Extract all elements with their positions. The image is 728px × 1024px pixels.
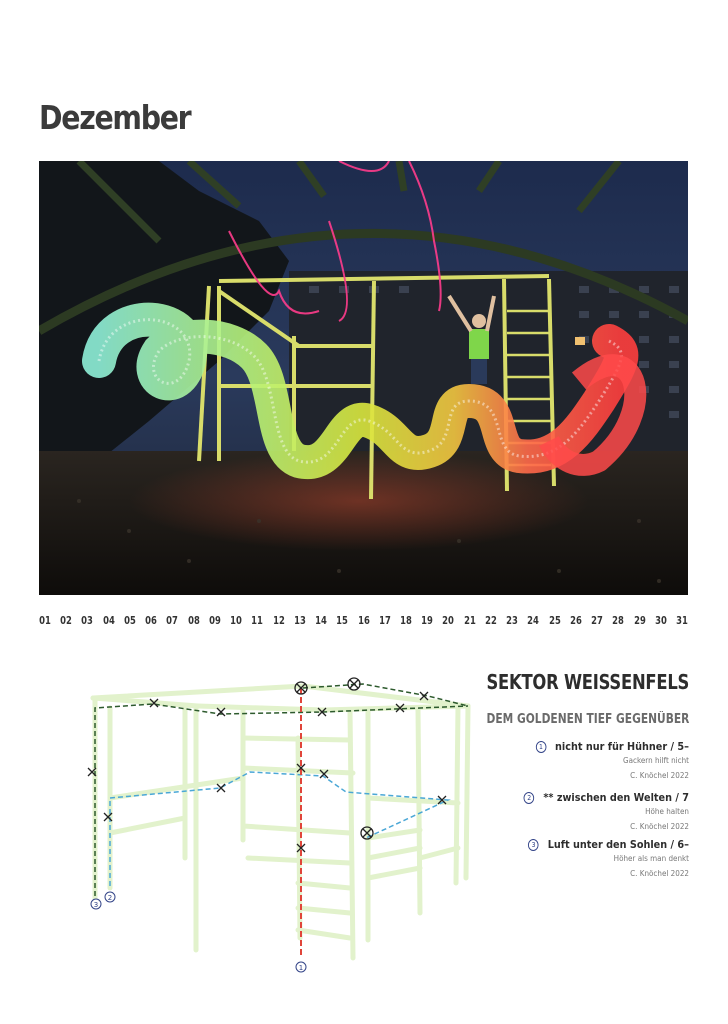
route-entry-1 — [429, 740, 689, 780]
route-author: C. Knöchel 2022 — [630, 771, 689, 780]
calendar-day: 19 — [421, 614, 434, 627]
route-label-1 — [296, 962, 306, 972]
calendar-day: 23 — [506, 614, 518, 627]
calendar-day: 01 — [39, 614, 51, 627]
calendar-day-row — [39, 614, 688, 630]
calendar-day: 02 — [60, 614, 73, 627]
route-label-2 — [105, 892, 115, 902]
sector-title: SEKTOR WEISSENFELS — [486, 670, 689, 694]
calendar-day: 16 — [357, 614, 370, 627]
calendar-day: 07 — [166, 614, 179, 627]
route-entry-2 — [429, 791, 689, 831]
calendar-day: 28 — [612, 614, 625, 627]
calendar-day: 24 — [527, 614, 540, 627]
frame-outline — [93, 686, 468, 958]
calendar-day: 13 — [293, 614, 306, 627]
route-note: Höher als man denkt — [613, 854, 689, 863]
calendar-day: 14 — [315, 614, 327, 627]
svg-text:1: 1 — [298, 964, 304, 972]
route-number-badge: 3 — [528, 839, 539, 851]
light-painting-photo — [39, 161, 688, 595]
route-entry-3 — [429, 838, 689, 878]
calendar-day: 22 — [485, 614, 497, 627]
route-name: ** zwischen den Welten / 7 — [543, 791, 689, 804]
route-title — [460, 791, 689, 804]
calendar-day: 09 — [209, 614, 221, 627]
calendar-day: 10 — [230, 614, 242, 627]
calendar-day: 05 — [124, 614, 136, 627]
calendar-day: 17 — [378, 614, 391, 627]
calendar-day: 08 — [187, 614, 200, 627]
route-topo-diagram — [78, 668, 488, 980]
route-title — [460, 838, 689, 851]
anchor-markers — [295, 678, 373, 839]
route-number-badge: 2 — [524, 792, 535, 804]
calendar-day: 11 — [251, 614, 264, 627]
calendar-day: 29 — [633, 614, 646, 627]
calendar-day: 30 — [654, 614, 667, 627]
calendar-day: 04 — [102, 614, 115, 627]
route-number-badge: 1 — [536, 741, 547, 753]
route-author: C. Knöchel 2022 — [630, 869, 689, 878]
svg-text:2: 2 — [107, 894, 113, 902]
calendar-day: 31 — [676, 614, 688, 627]
calendar-day: 27 — [591, 614, 603, 627]
calendar-day: 20 — [442, 614, 455, 627]
page-title: Dezember — [39, 98, 191, 137]
calendar-day: 26 — [569, 614, 582, 627]
route-name: nicht nur für Hühner / 5– — [555, 740, 689, 753]
route-label-3 — [91, 899, 101, 909]
calendar-day: 18 — [400, 614, 412, 627]
sector-subtitle: DEM GOLDENEN TIEF GEGENÜBER — [486, 712, 689, 727]
cover-photo — [39, 161, 688, 595]
calendar-day: 15 — [336, 614, 349, 627]
route-author: C. Knöchel 2022 — [630, 822, 689, 831]
route-note: Höhe halten — [645, 807, 689, 816]
calendar-day: 03 — [81, 614, 94, 627]
route-note: Gackern hilft nicht — [623, 756, 689, 765]
calendar-day: 06 — [145, 614, 158, 627]
calendar-day: 12 — [272, 614, 285, 627]
svg-text:3: 3 — [93, 901, 99, 909]
route-title — [460, 740, 689, 753]
route-name: Luft unter den Sohlen / 6– — [547, 838, 689, 851]
calendar-day: 25 — [548, 614, 561, 627]
calendar-day: 21 — [463, 614, 476, 627]
